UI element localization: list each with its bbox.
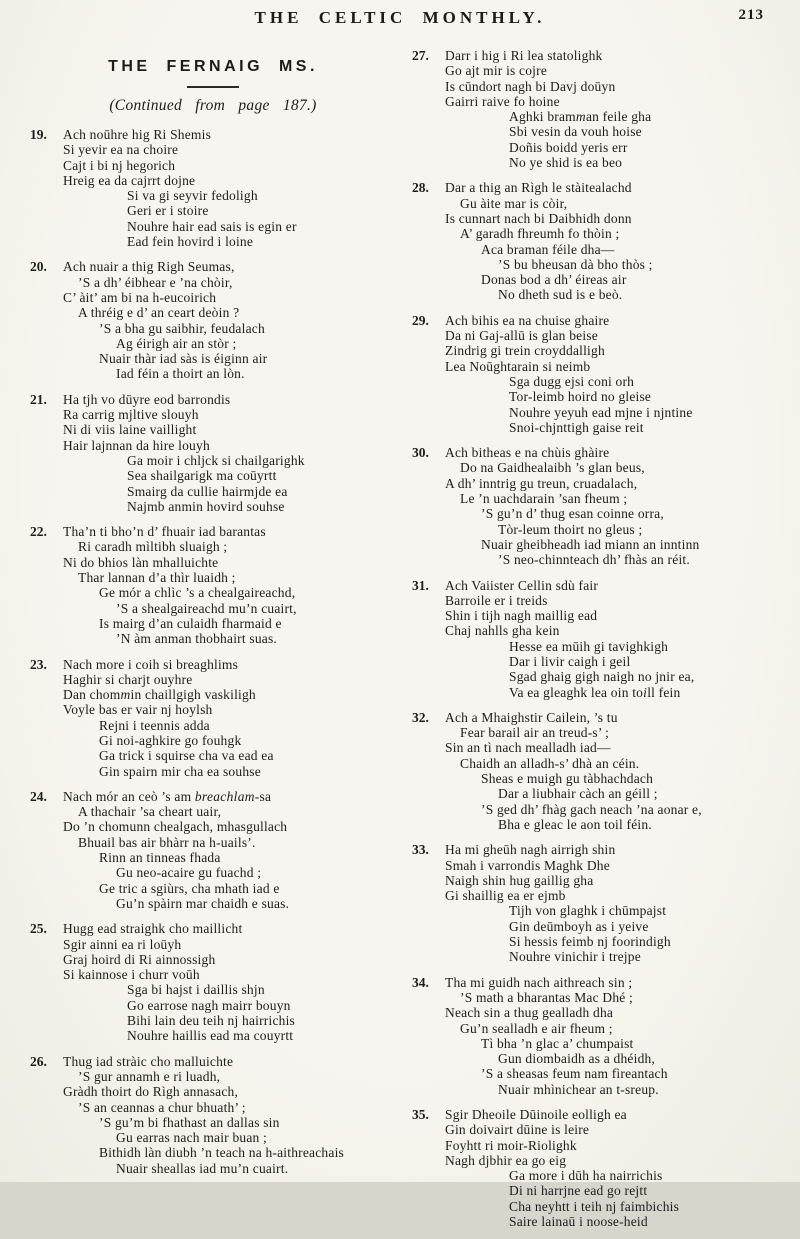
verse-line: Shin i tijh nagh maillig ead [445,608,598,624]
verse-line: Ach a Mhaighstir Cailein, ’s tu [445,709,618,725]
verse-line: Nuair mhìnichear an t-sreup. [498,1081,659,1097]
verse-line: Ach nuair a thig Righ Seumas, [63,259,235,275]
verse-lines [63,657,396,779]
verse-line: Gi noi-aghkire go fouhgk [99,732,242,748]
verse-line: Dar i livir caigh i geil [509,653,631,669]
verse [30,1054,396,1176]
verse-number: 26. [30,1053,47,1069]
verse-line: Iad féin a thoirt an lòn. [116,366,245,382]
verse [30,259,396,381]
verse-line: Dar a thig an Rìgh le stàitealachd [445,180,632,196]
verse-line: Ach Vaiister Cellin sdù fair [445,577,599,593]
verse-line: Aghki bramman feile gha [509,109,652,125]
verse-number: 28. [412,180,429,196]
verse-line: ’S a dh’ éibhear e ’na chòir, [78,274,233,290]
two-column-body [0,42,800,1239]
verse-line: Di ni harrjne ead go rejtt [509,1183,648,1199]
verse-line: Do ’n chomunn chealgach, mhasgullach [63,819,288,835]
verse-number: 19. [30,127,47,142]
verse-line: C’ àit’ am bi na h-eucoirich [63,289,217,305]
verse-line: Ha mi gheūh nagh airrigh shin [445,842,616,858]
verse-line: Neach sin a thug gealladh dha [445,1005,614,1021]
verse-line: Hugg ead straighk cho maillicht [63,921,243,937]
verse-line: Gu’n spàirn mar chaidh e suas. [116,895,290,911]
article-header [30,58,396,115]
verse-line: Si kainnose i churr voūh [63,967,200,983]
verse-line: Smah i varrondis Maghk Dhe [445,857,610,873]
verse-number: 25. [30,921,47,937]
verse-line: ’S ged dh’ fhàg gach neach ’na aonar e, [481,801,702,817]
verse-line: Hesse ea mūih gi tavighkigh [509,638,669,654]
verse-line: ’S an ceannas a chur bhuath’ ; [78,1099,246,1115]
verse-number: 31. [412,577,429,593]
verse-number: 35. [412,1107,429,1122]
verse-line: Chaidh an alladh-s’ dhà an céin. [460,755,640,771]
verse-line: Tì bha ’n glac a’ chumpaist [481,1035,634,1051]
verse-lines [63,789,396,911]
verse-line: ’N àm anman thobhairt suas. [116,631,277,647]
verse-lines [63,1054,396,1176]
verse-lines [445,445,790,567]
verse-line: Tijh von glaghk i chūmpajst [509,903,667,919]
verse-line: Gin doivairt dūine is leire [445,1122,590,1138]
verse-line: A dh’ inntrig gu treun, cruadalach, [445,475,638,491]
verse-line: Go earrose nagh mairr bouyn [127,997,291,1013]
verse-line: Go ajt mir is cojre [445,63,548,79]
verse-line: Cha neyhtt i teih nj faimbichis [509,1198,680,1214]
verse-line: Da ni Gaj-allū is glan beise [445,328,598,344]
verse-number: 34. [412,974,429,990]
verse-line: Si hessis feimb nj foorindigh [509,934,671,950]
verse-line: A thachair ’sa cheart uair, [78,804,222,820]
verse-line: Lea Noūghtarain si neimb [445,358,591,374]
verse-lines [445,1107,790,1229]
title-rule [187,86,239,88]
verse-number: 24. [30,788,47,804]
verse-line: Tha mi guidh nach aithreach sin ; [445,974,633,990]
verse-line: Graj hoird di Ri ainnossigh [63,951,216,967]
verse-line: Thug iad stràic cho malluichte [63,1053,234,1069]
verse-line: ’S a shealgaireachd mu’n cuairt, [116,600,297,616]
verse-line: Do na Gaidhealaibh ’s glan beus, [460,460,645,476]
left-column [30,48,396,1186]
verse-line: Ach noūhre hig Ri Shemis [63,127,212,142]
verse-line: Gu earras nach mair buan ; [116,1130,268,1146]
verse-line: Bha e gleac le aon toil féin. [498,816,652,832]
verse-line: Sga bi hajst i daillis shjn [127,982,265,998]
verse-line: Gu’n sealladh e air fheum ; [460,1020,613,1036]
verse-line: Bihi lain deu teih nj hairrichis [127,1013,295,1029]
verse-line: Aca braman féile dha— [481,241,615,257]
verse-line: Najmb anmin hovird souhse [127,498,285,514]
verse-line: Dar a liubhair càch an géill ; [498,786,658,802]
verse-line: ’S bu bheusan dà bho thòs ; [498,256,653,272]
verse-line: Fear barail air an treud-s’ ; [460,725,610,741]
verse-line: A’ garadh fhreumh fo thòin ; [460,226,620,242]
verse [30,921,396,1043]
verse [412,48,790,170]
verse-line: Sga dugg ejsi coni orh [509,373,635,389]
verse-line: Sheas e muigh gu tàbhachdach [481,771,654,787]
verse-line: Bhuail bas air bhàrr na h-uails’. [78,834,256,850]
verse-line: Bithidh làn diubh ’n teach na h-aithreachais [99,1145,344,1161]
article-title: THE FERNAIG MS. [108,58,318,75]
verse-line: No ye shid is ea beo [509,155,623,171]
verse-lines [445,48,790,170]
verse-line: Sea shailgarigk ma coūyrtt [127,468,277,484]
verse-line: Is mairg d’an culaidh fharmaid e [99,615,282,631]
verse [30,789,396,911]
left-column-verses [30,127,396,1176]
verse-number: 29. [412,312,429,328]
verse-line: Le ’n uachdarain ’san fheum ; [460,491,628,507]
verse [412,180,790,302]
verse-line: Gun diombaidh as a dhéidh, [498,1051,656,1067]
verse-line: Ga more i dūh ha nairrichis [509,1168,663,1184]
verse-lines [445,975,790,1097]
verse-line: Dan chommin chaillgigh vaskiligh [63,687,256,703]
verse-line: ’S gur annamh e ri luadh, [78,1068,221,1084]
verse-line: Gairri raive fo hoine [445,93,560,109]
verse-line: Sgir ainni ea ri loūyh [63,936,182,952]
verse [30,392,396,514]
verse-line: Nouhre hair ead sais is egin er [127,218,297,234]
verse [30,657,396,779]
verse [30,127,396,249]
verse-line: Ha tjh vo dūyre eod barrondis [63,391,231,407]
verse [412,710,790,832]
verse-line: A thréig e d’ an ceart deòin ? [78,305,240,321]
verse-line: ’S a sheasas feum nam fìreantach [481,1066,668,1082]
verse-line: Donas bod a dh’ éireas air [481,272,627,288]
verse-number: 21. [30,391,47,407]
verse-line: Gràdh thoirt do Rìgh annasach, [63,1084,239,1100]
verse-line: Is cunnart nach bi Daibhidh donn [445,210,632,226]
verse-number: 33. [412,842,429,858]
verse-line: Ach bitheas e na chùis ghàire [445,445,610,461]
verse-line: Ach bihis ea na chuise ghaire [445,312,610,328]
verse-line: Si va gi seyvir fedoligh [127,188,258,204]
verse-line: Sbi vesin da vouh hoise [509,124,642,140]
verse-line: Saire lainaū i noose-heid [509,1214,648,1230]
verse-line: Hreig ea da cajrrt dojne [63,172,196,188]
verse-number: 32. [412,709,429,725]
right-column [412,48,790,1239]
verse-line: Gu neo-acaire gu fuachd ; [116,865,262,881]
verse-line: Tha’n ti bho’n d’ fhuair iad barantas [63,524,266,540]
page-header [0,0,800,42]
verse-line: Va ea gleaghk lea oin toill fein [509,684,681,700]
verse-line: Ra carrig mjltive slouyh [63,407,199,423]
verse-line: Nuair thàr iad sàs is éiginn air [99,351,268,367]
verse-lines [445,842,790,964]
verse [412,578,790,700]
verse-line: Si yevir ea na choire [63,142,179,158]
verse-line: Voyle bas er vair nj hoylsh [63,702,213,718]
verse-line: Ga trick i squirse cha va ead ea [99,748,274,764]
verse-line: Ga moir i chljck si chailgarighk [127,452,305,468]
page-number: 213 [738,7,764,23]
verse-line: Gu àite mar is còir, [460,195,568,211]
verse-number: 20. [30,259,47,275]
verse-line: Naigh shin hug gaillig gha [445,872,594,888]
verse-line: Nuair sheallas iad mu’n cuairt. [116,1160,289,1176]
verse [412,842,790,964]
verse-line: Gi shaillig ea er ejmb [445,888,566,904]
verse-line: Chaj nahlls gha kein [445,623,560,639]
verse-lines [445,313,790,435]
verse-lines [63,921,396,1043]
verse [412,1107,790,1229]
verse-number: 23. [30,656,47,672]
verse-lines [63,127,396,249]
verse-line: Ag éirigh air an stòr ; [116,335,237,351]
verse-line: Snoi-chjnttigh gaise reit [509,419,644,435]
verse-line: Tor-leimb hoird no gleise [509,389,652,405]
verse-line: Gin deūmboyh as i yeive [509,918,649,934]
verse-line: Tòr-leum thoirt no gleus ; [498,521,643,537]
verse-line: Doñis boidd yeris err [509,139,628,155]
verse [412,975,790,1097]
verse [412,313,790,435]
verse-line: ’S neo-chinnteach dh’ fhàs an réit. [498,552,690,568]
verse-line: Darr i hig i Ri lea statolighk [445,48,603,63]
right-column-verses [412,48,790,1229]
verse [412,445,790,567]
verse-line: Nagh djbhir ea go eig [445,1152,567,1168]
verse-line: Nach mór an ceò ’s am breachlam-sa [63,788,272,804]
verse-number: 30. [412,445,429,461]
verse-line: Smairg da cullie hairmjde ea [127,483,288,499]
verse-number: 22. [30,524,47,540]
verse-line: Nouhre haillis ead ma couyrtt [127,1028,294,1044]
verse-lines [63,524,396,646]
verse-line: Nouhre yeyuh ead mjne i njntine [509,404,693,420]
verse-line: Ge mór a chlìc ’s a chealgaireachd, [99,585,296,601]
verse-line: Zindrig gi trein croyddalligh [445,343,605,359]
verse-line: ’S gu’m bi fhathast an dallas sin [99,1114,280,1130]
journal-title: THE CELTIC MONTHLY. [254,8,546,27]
verse-line: ’S gu’n d’ thug esan coinne orra, [481,506,664,522]
verse-line: Nouhre vinichir i trejpe [509,949,641,965]
verse-line: Ead fein hovird i loine [127,234,254,250]
verse-line: Thar lannan d’a thìr luaidh ; [78,570,236,586]
verse-line: Sgir Dheoile Dūinoile eolligh ea [445,1107,627,1122]
verse-line: Ni do bhios làn mhalluichte [63,554,219,570]
verse-lines [63,259,396,381]
verse-line: Sgad ghaig gigh naigh no jnir ea, [509,669,695,685]
verse-lines [445,180,790,302]
verse-line: No dheth sud is e beò. [498,287,623,303]
verse-line: Nuair gheibheadh iad miann an inntinn [481,536,700,552]
continued-note: (Continued from page 187.) [109,97,317,114]
verse-line: Geri er i stoire [127,203,209,219]
verse-line: Foyhtt ri moir-Riolighk [445,1137,577,1153]
verse-line: Gin spairn mir cha ea souhse [99,763,261,779]
verse-line: Cajt i bi nj hegorich [63,157,176,173]
verse-line: Ni di viis laine vaillight [63,422,197,438]
verse-line: Sin an tì nach mealladh iad— [445,740,611,756]
verse-lines [445,710,790,832]
verse-number: 27. [412,48,429,63]
verse-line: Ge tric a sgiùrs, cha mhath iad e [99,880,280,896]
verse-line: Ri caradh mìltibh sluaigh ; [78,539,228,555]
verse-line: Barroile er i treids [445,592,548,608]
verse-lines [445,578,790,700]
verse-line: Rejni i teennis adda [99,717,210,733]
verse-line: Hair lajnnan da hire louyh [63,437,210,453]
verse-line: Nach more i coih si breaghlims [63,656,239,672]
verse-line: ’S math a bharantas Mac Dhé ; [460,989,633,1005]
verse [30,524,396,646]
verse-line: ’S a bha gu saibhir, feudalach [99,320,265,336]
verse-line: Haghir si charjt ouyhre [63,671,193,687]
verse-line: Is cūndort nagh bi Davj doūyn [445,78,616,94]
verse-lines [63,392,396,514]
verse-line: Rinn an tinneas fhada [99,850,221,866]
